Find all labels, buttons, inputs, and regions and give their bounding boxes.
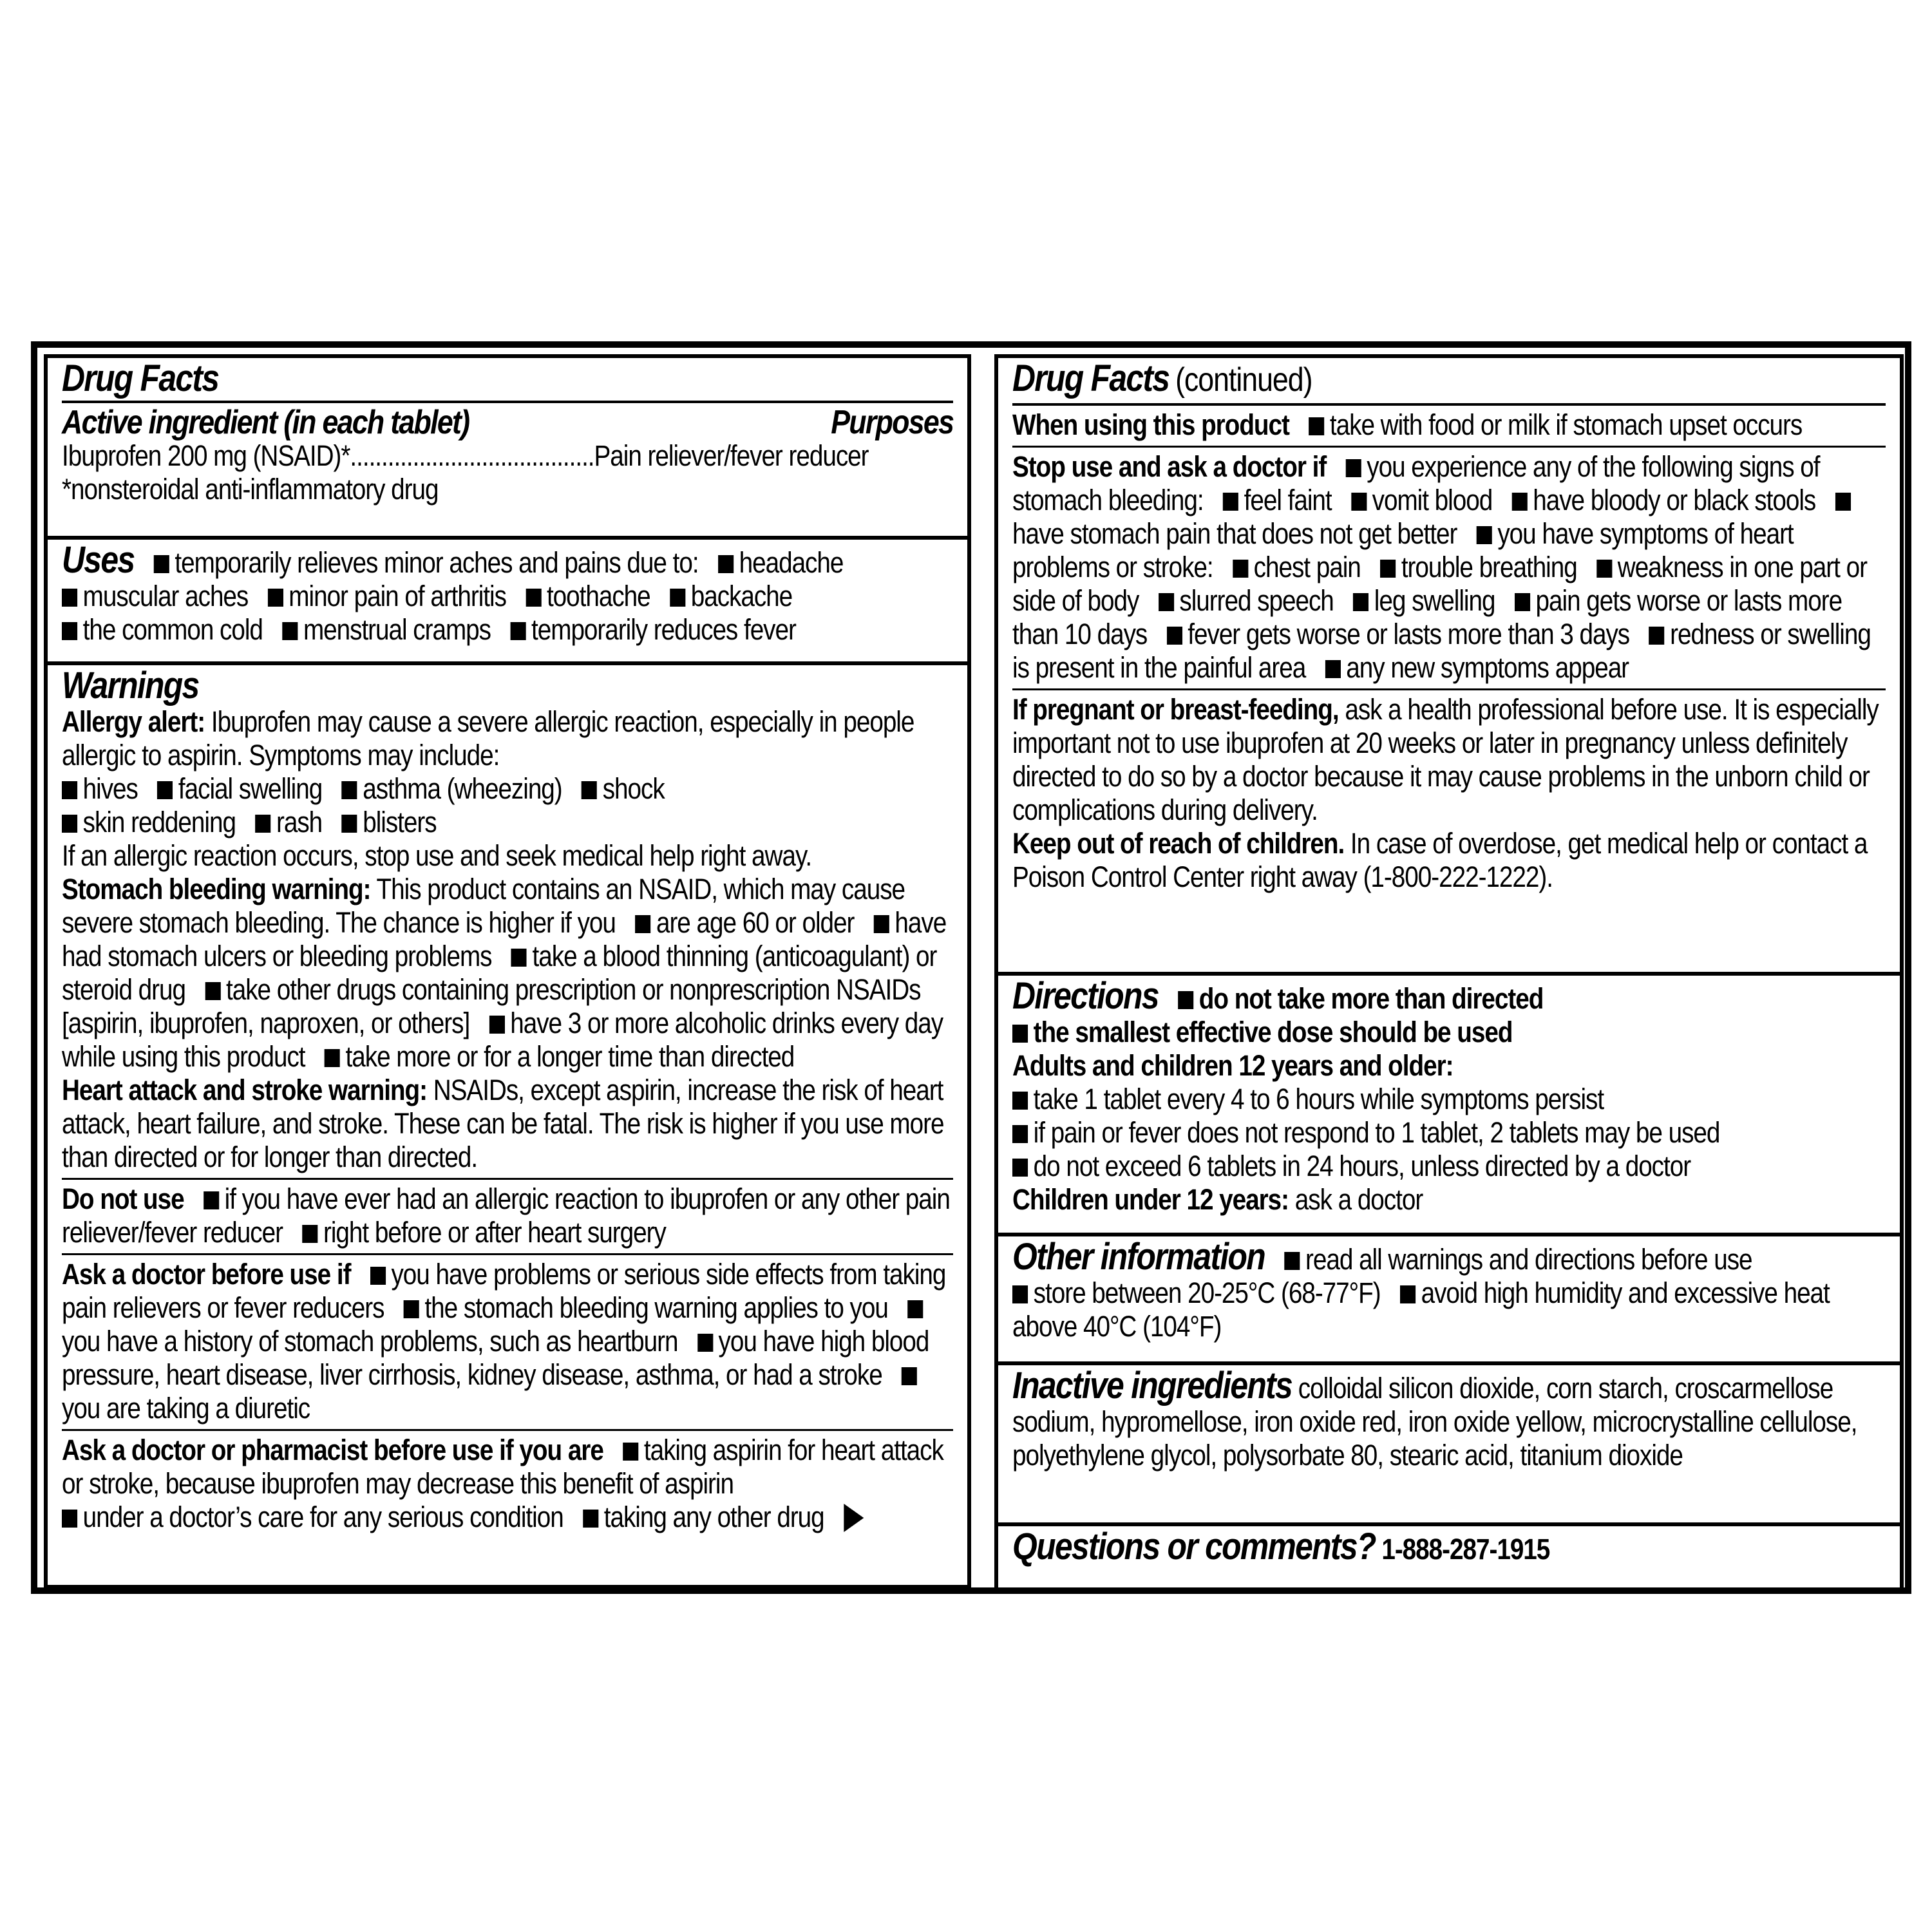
continued-suffix: (continued) [1175,361,1312,399]
bullet-icon [1167,627,1182,645]
stop-use-block [1012,450,1886,685]
uses-panel [44,540,971,665]
allergy-item: blisters [363,806,437,838]
bullet-icon [907,1300,923,1318]
ask-doctor-item: you have a history of stomach problems, such as heartburn [62,1325,678,1358]
adults-label: Adults and children 12 years and older: [1012,1049,1454,1082]
bullet-icon [268,589,283,607]
stop-use-item: have stomach pain that does not get better [1012,517,1457,550]
bullet-icon [1012,1025,1028,1043]
bullet-icon [1012,1159,1028,1177]
uses-text [62,540,953,647]
pregnancy-text: ask a health professional before use. It is especially important not to use ibuprofen at 20 weeks or later in pregnancy unless definitely directed to do so by a doctor because it may cause problems in the unborn child or complications during delivery. [1012,693,1879,826]
bullet-icon [1380,560,1396,578]
inactive-ingredients-panel [994,1365,1904,1526]
bullet-icon [62,1510,77,1528]
directions-heading: Directions [1012,976,1159,1017]
inactive-ingredients-block [1012,1365,1886,1472]
stop-use-item: pain gets worse or lasts more than 10 days [1012,584,1842,650]
use-item: temporarily reduces fever [531,613,796,646]
bullet-icon [62,815,77,833]
bullet-icon [204,1191,219,1209]
bullet-icon [1649,627,1664,645]
questions-phone: 1-888-287-1915 [1381,1533,1550,1566]
uses-intro: temporarily relieves minor aches and pains due to: [175,546,699,579]
questions-heading: Questions or comments? [1012,1526,1376,1567]
bullet-icon [1178,991,1193,1009]
direction-item: do not take more than directed [1198,982,1544,1015]
pregnancy-label: If pregnant or breast-feeding, [1012,693,1339,726]
bullet-icon [1346,459,1361,477]
stop-use-item: fever gets worse or lasts more than 3 days [1188,618,1630,650]
bullet-icon [1012,1092,1028,1110]
drug-facts-label [31,341,1911,1594]
bullet-icon [1012,1285,1028,1303]
questions-panel [994,1526,1904,1594]
bullet-icon [255,815,270,833]
allergy-end-text: If an allergic reaction occurs, stop use and seek medical help right away. [62,839,812,872]
bullet-icon [511,949,527,967]
bullet-icon [342,815,357,833]
stop-use-item: any new symptoms appear [1346,651,1629,684]
stomach-item: have had stomach ulcers or bleeding problems [62,906,947,972]
do-not-use-block [62,1182,953,1249]
bullet-icon [623,1443,638,1461]
pregnancy-block [1012,693,1886,894]
bullet-icon [62,781,77,799]
heart-warning-label: Heart attack and stroke warning: [62,1074,428,1106]
stop-use-label: Stop use and ask a doctor if [1012,450,1327,483]
stop-use-item: redness or swelling is present in the painful area [1012,618,1871,684]
other-info-item: avoid high humidity and excessive heat above 40°C (104°F) [1012,1276,1830,1343]
stomach-item: take more or for a longer time than directed [345,1040,795,1073]
bullet-icon [1596,560,1612,578]
ask-doctor-block [62,1258,953,1425]
bullet-icon [1835,493,1851,511]
bullet-icon [902,1367,917,1385]
ask-pharmacist-item: taking any other drug [603,1501,824,1533]
active-ingredient-heading: Active ingredient (in each tablet) [62,404,469,441]
bullet-icon [874,915,889,933]
ask-doctor-item: you are taking a diuretic [62,1392,310,1425]
bullet-icon [635,915,650,933]
bullet-icon [1223,493,1238,511]
stomach-warning-label: Stomach bleeding warning: [62,873,371,905]
when-using-label: When using this product [1012,408,1289,441]
bullet-icon [1515,593,1530,611]
stop-use-item: you have symptoms of heart problems or stroke: [1012,517,1794,583]
adult-item: do not exceed 6 tablets in 24 hours, unless directed by a doctor [1033,1150,1691,1182]
stop-use-item: trouble breathing [1401,551,1577,583]
stomach-item: are age 60 or older [656,906,855,939]
uses-heading: Uses [62,540,135,581]
stomach-item: have 3 or more alcoholic drinks every day while using this product [62,1007,943,1073]
stomach-item: take a blood thinning (anticoagulant) or steroid drug [62,940,937,1006]
keep-out-label: Keep out of reach of children. [1012,827,1345,860]
bullet-icon [1351,493,1367,511]
inactive-ingredients-text: colloidal silicon dioxide, corn starch, croscarmellose sodium, hypromellose, iron oxide red, iron oxide yellow, microcrystalline cellulose, polyethylene glycol, polysorbate 80, stearic acid, titanium dioxide [1012,1372,1857,1472]
use-item: toothache [546,580,650,612]
stop-use-item: feel faint [1244,484,1332,516]
bullet-icon [62,622,77,640]
stop-use-item: vomit blood [1372,484,1493,516]
active-ingredient-panel [44,354,971,540]
stomach-warning-text: This product contains an NSAID, which may cause severe stomach bleeding. The chance is higher if you [62,873,905,939]
bullet-icon [583,1510,598,1528]
when-using-item: take with food or milk if stomach upset occurs [1329,408,1803,441]
warnings-panel [44,665,971,1589]
other-info-item: store between 20-25°C (68-77°F) [1033,1276,1381,1309]
bullet-icon [1400,1285,1416,1303]
warnings-block [62,665,953,1174]
bullet-icon [404,1300,419,1318]
stop-use-item: weakness in one part or side of body [1012,551,1867,617]
right-column [994,354,1904,1594]
other-information-heading: Other information [1012,1236,1265,1278]
children-text: ask a doctor [1294,1183,1423,1216]
bullet-icon [1284,1252,1300,1270]
bullet-icon [526,589,541,607]
continued-panel [994,354,1904,976]
bullet-icon [325,1049,340,1067]
use-item: minor pain of arthritis [289,580,506,612]
nsaid-footnote: *nonsteroidal anti-inflammatory drug [62,473,439,506]
use-item: menstrual cramps [303,613,491,646]
allergy-item: rash [276,806,323,838]
adult-item: if pain or fever does not respond to 1 tablet, 2 tablets may be used [1033,1116,1720,1149]
adult-item: take 1 tablet every 4 to 6 hours while symptoms persist [1033,1083,1604,1115]
active-ingredient-header [62,406,953,439]
warnings-heading: Warnings [62,665,199,706]
ask-doctor-item: the stomach bleeding warning applies to you [424,1291,888,1324]
ask-pharmacist-item: under a doctor’s care for any serious condition [82,1501,564,1533]
bullet-icon [370,1267,386,1285]
do-not-use-item: if you have ever had an allergic reaction to ibuprofen or any other pain reliever/fever reducer [62,1182,950,1249]
continue-arrow-icon [844,1504,864,1532]
stop-use-item: have bloody or black stools [1533,484,1816,516]
direction-item: the smallest effective dose should be used [1033,1016,1513,1048]
bullet-icon [489,1016,505,1034]
use-item: headache [739,546,844,579]
bullet-icon [1477,526,1492,544]
bullet-icon [1353,593,1368,611]
bullet-icon [670,589,685,607]
left-column [44,354,971,1589]
stop-use-item: you experience any of the following signs of stomach bleeding: [1012,450,1820,516]
allergy-item: shock [602,772,665,805]
stop-use-item: chest pain [1253,551,1361,583]
when-using-block [1012,408,1886,442]
drug-facts-title-continued: Drug Facts [1012,357,1170,399]
drug-facts-title: Drug Facts [62,357,219,399]
ask-pharmacist-item: taking aspirin for heart attack or stroke, because ibuprofen may decrease this benefit of aspirin [62,1434,943,1500]
ask-pharmacist-label: Ask a doctor or pharmacist before use if you are [62,1434,603,1466]
allergy-item: facial swelling [178,772,323,805]
bullet-icon [154,555,169,573]
bullet-icon [697,1334,713,1352]
bullet-icon [282,622,298,640]
bullet-icon [718,555,734,573]
stop-use-item: slurred speech [1179,584,1334,617]
directions-panel [994,976,1904,1236]
bullet-icon [1012,1125,1028,1143]
bullet-icon [157,781,173,799]
purposes-heading: Purposes [831,404,954,441]
bullet-icon [1325,660,1341,678]
ask-doctor-label: Ask a doctor before use if [62,1258,351,1291]
allergy-alert-text: Ibuprofen may cause a severe allergic reaction, especially in people allergic to aspirin. Symptoms may include: [62,705,914,772]
ask-doctor-item: you have problems or serious side effects from taking pain relievers or fever reducers [62,1258,946,1324]
bullet-icon [582,781,597,799]
other-information-block [1012,1236,1886,1343]
ask-doctor-item: you have high blood pressure, heart disease, liver cirrhosis, kidney disease, asthma, or had a stroke [62,1325,929,1391]
bullet-icon [62,589,77,607]
bullet-icon [1233,560,1248,578]
keep-out-text: In case of overdose, get medical help or contact a Poison Control Center right away (1-800-222-1222). [1012,827,1868,893]
active-ingredient-line: Ibuprofen 200 mg (NSAID)*.......................................Pain reliever/fever reducer [62,439,869,472]
other-info-item: read all warnings and directions before use [1305,1243,1752,1276]
continued-title [1012,357,1886,399]
do-not-use-label: Do not use [62,1182,184,1215]
bullet-icon [1512,493,1528,511]
heart-warning-text: NSAIDs, except aspirin, increase the risk of heart attack, heart failure, and stroke. These can be fatal. The risk is higher if you use more than directed or for longer than directed. [62,1074,944,1173]
use-item: backache [690,580,793,612]
stop-use-item: leg swelling [1374,584,1495,617]
allergy-alert-label: Allergy alert: [62,705,205,738]
inactive-ingredients-heading: Inactive ingredients [1012,1365,1293,1406]
children-label: Children under 12 years: [1012,1183,1289,1216]
directions-block [1012,976,1886,1217]
bullet-icon [510,622,526,640]
stomach-item: take other drugs containing prescription or nonprescription NSAIDs [aspirin, ibuprofen, naproxen, or others] [62,973,921,1039]
allergy-item: hives [82,772,138,805]
bullet-icon [342,781,357,799]
bullet-icon [205,982,220,1000]
other-information-panel [994,1236,1904,1365]
use-item: the common cold [82,613,263,646]
use-item: muscular aches [82,580,249,612]
allergy-item: asthma (wheezing) [363,772,562,805]
bullet-icon [302,1225,317,1243]
allergy-item: skin reddening [82,806,236,838]
bullet-icon [1309,417,1324,435]
ask-pharmacist-block [62,1434,953,1534]
questions-block [1012,1526,1886,1567]
bullet-icon [1159,593,1174,611]
do-not-use-item: right before or after heart surgery [323,1216,666,1249]
